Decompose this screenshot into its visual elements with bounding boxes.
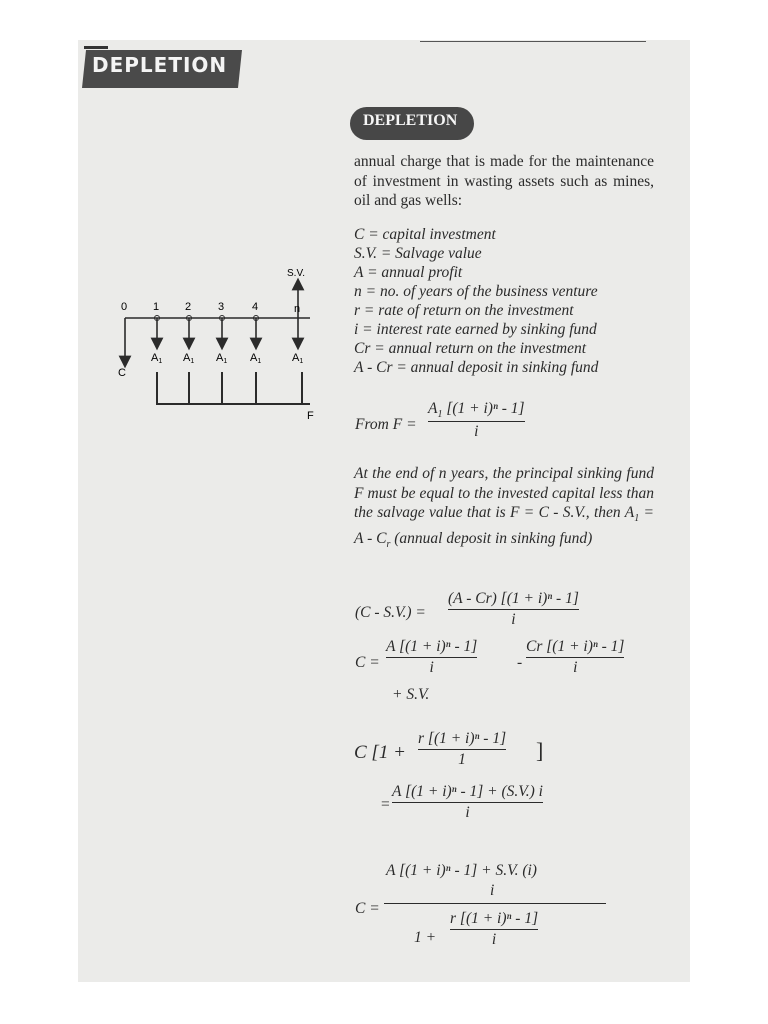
salvage-label: S.V. [287, 268, 305, 279]
from-f-label: From F = [355, 416, 417, 433]
definition-text: annual charge that is made for the maintenance of investment in wasting assets such as mines, oil and gas wells: [354, 153, 654, 209]
final-den-lead: 1 + [414, 929, 437, 946]
header-rule-right [420, 41, 646, 42]
deposit-label: A1 [292, 352, 304, 365]
variable-definition: A = annual profit [354, 264, 463, 281]
c-eq-label: C = [355, 654, 380, 671]
cash-flow-diagram [110, 264, 325, 424]
variable-definition: i = interest rate earned by sinking fund [354, 321, 597, 338]
rhs-fraction: A [(1 + i)ⁿ - 1] + (S.V.) i i [392, 783, 543, 821]
cs-lhs: (C - S.V.) = [355, 604, 426, 621]
c-bracket-lhs: C [1 + [354, 742, 406, 763]
minus-sign: - [517, 654, 523, 671]
variable-definition: S.V. = Salvage value [354, 245, 482, 262]
deposit-symbol: A [428, 400, 438, 417]
cs-fraction: (A - Cr) [(1 + i)ⁿ - 1] i [448, 590, 579, 628]
final-numerator: A [(1 + i)ⁿ - 1] + S.V. (i) [386, 862, 537, 879]
deposit-label: A1 [250, 352, 262, 365]
variable-definition: C = capital investment [354, 226, 496, 243]
condition-text: At the end of n years, the principal sinking fund F must be equal to the invested capital less than the salvage value that is F = C - S.V., then $A_1 = A - C_r$ (annual deposit in sinking fund) [354, 465, 654, 550]
equals-sign: = [380, 796, 391, 813]
sinking-fund-line [157, 372, 302, 404]
variable-definition: n = no. of years of the business venture [354, 283, 598, 300]
close-bracket: ] [536, 738, 544, 763]
plus-salvage: + S.V. [392, 686, 430, 703]
header-rule [84, 46, 108, 49]
deposit-label: A1 [183, 352, 195, 365]
final-numerator-den: i [490, 882, 495, 899]
variable-definition: r = rate of return on the investment [354, 302, 574, 319]
from-f-fraction: $A_1$ [(1 + i)ⁿ - 1] i [428, 400, 525, 441]
period-label: 3 [218, 301, 225, 313]
deposit-collectors [189, 372, 302, 404]
deposit-label: A1 [151, 352, 163, 365]
deposit-label: A1 [216, 352, 228, 365]
final-c-eq: C = [355, 900, 380, 917]
c-bracket-fraction: r [(1 + i)ⁿ - 1] 1 [418, 730, 507, 768]
period-label: 2 [185, 301, 192, 313]
final-main-bar [384, 903, 606, 904]
deposit-labels [151, 352, 303, 365]
future-label: F [307, 410, 314, 422]
deposit-arrows [157, 318, 298, 344]
period-label: 1 [153, 301, 160, 313]
c-term2-fraction: Cr [(1 + i)ⁿ - 1] i [526, 638, 625, 676]
period-label: 4 [252, 301, 259, 313]
period-label: 0 [121, 301, 128, 313]
variable-definition: A - Cr = annual deposit in sinking fund [354, 359, 599, 376]
c-term1-fraction: A [(1 + i)ⁿ - 1] i [386, 638, 478, 676]
from-f-numerator: [(1 + i)ⁿ - 1] [446, 400, 525, 417]
final-den-fraction: r [(1 + i)ⁿ - 1] i [450, 910, 539, 948]
period-label: n [294, 303, 301, 315]
variable-definition: Cr = annual return on the investment [354, 340, 587, 357]
header-banner-text: DEPLETION [92, 53, 228, 77]
from-f-denominator: i [474, 423, 479, 441]
section-title: DEPLETION [363, 112, 458, 129]
capital-label: C [118, 367, 126, 379]
